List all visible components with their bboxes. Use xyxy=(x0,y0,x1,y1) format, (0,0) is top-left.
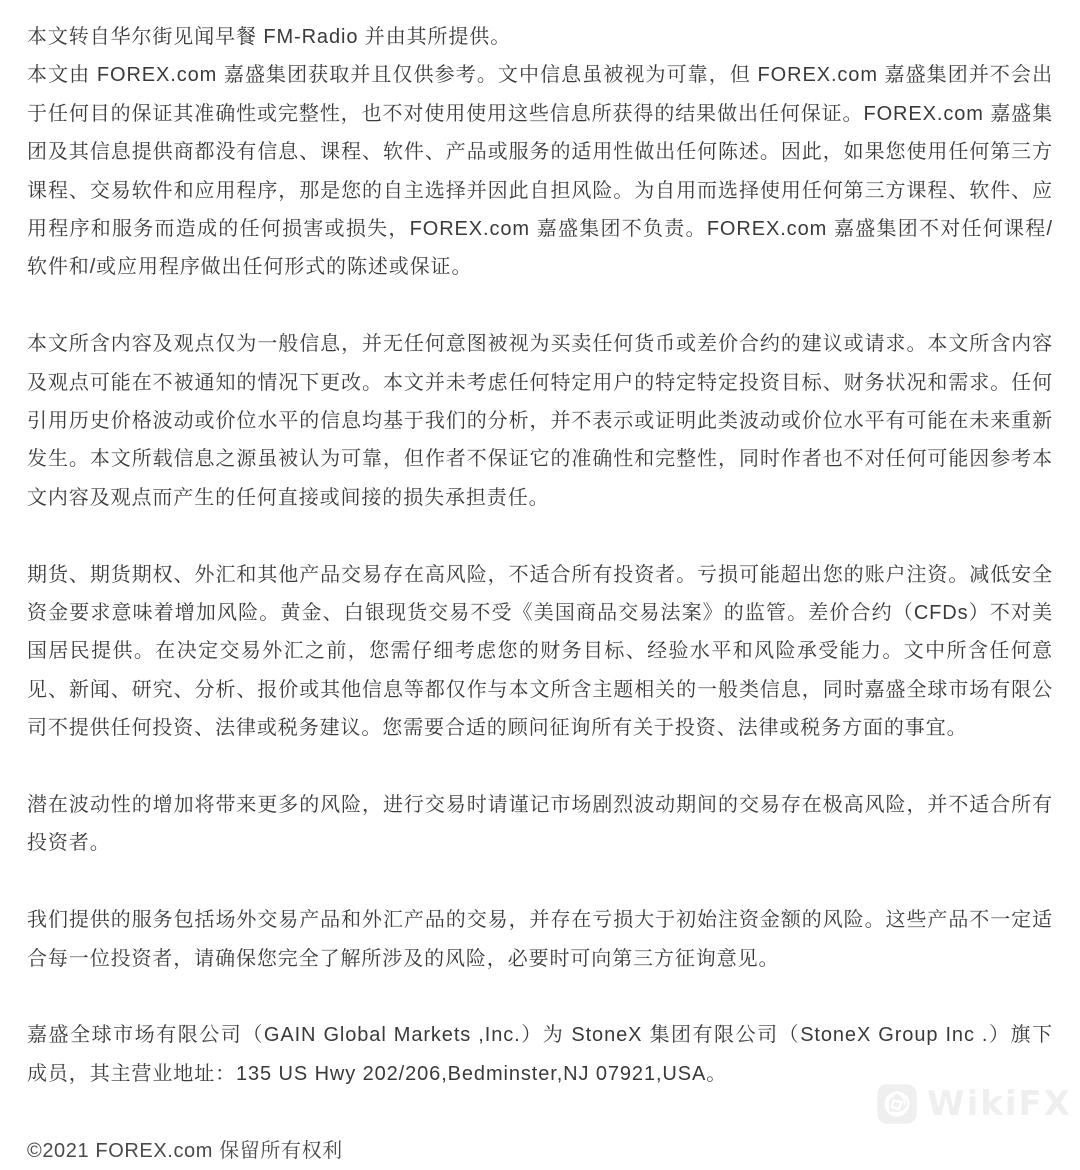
paragraph-disclaimer-volatility: 潜在波动性的增加将带来更多的风险，进行交易时请谨记市场剧烈波动期间的交易存在极高风险，并不适合所有投资者。 xyxy=(27,794,1053,855)
paragraph-disclaimer-risk: 期货、期货期权、外汇和其他产品交易存在高风险，不适合所有投资者。亏损可能超出您的账户注资。减低安全资金要求意味着增加风险。黄金、白银现货交易不受《美国商品交易法案》的监管。差价合约（CFDs）不对美国居民提供。在决定交易外汇之前，您需仔细考虑您的财务目标、经验水平和风险承受能力。文中所含任何意见、新闻、研究、分析、报价或其他信息等都仅作与本文所含主题相关的一般类信息，同时嘉盛全球市场有限公司不提供任何投资、法律或税务建议。您需要合适的顾问征询所有关于投资、法律或税务方面的事宜。 xyxy=(27,563,1053,740)
copyright-line: ©2021 FOREX.com 保留所有权利 xyxy=(27,1139,343,1162)
paragraph-disclaimer-general-info: 本文所含内容及观点仅为一般信息，并无任何意图被视为买卖任何货币或差价合约的建议或请求。本文所含内容及观点可能在不被通知的情况下更改。本文并未考虑任何特定用户的特定特定投资目标、财务状况和需求。任何引用历史价格波动或价位水平的信息均基于我们的分析，并不表示或证明此类波动或价位水平有可能在未来重新发生。本文所载信息之源虽被认为可靠，但作者不保证它的准确性和完整性，同时作者也不对任何可能因参考本文内容及观点而产生的任何直接或间接的损失承担责任。 xyxy=(27,333,1053,509)
paragraph-company-info: 嘉盛全球市场有限公司（GAIN Global Markets ,Inc.）为 StoneX 集团有限公司（StoneX Group Inc .）旗下成员，其主营业地址：135 US Hwy 202/206,Bedminster,NJ 07921,USA。 xyxy=(27,1024,1053,1085)
paragraph-disclaimer-reference: 本文由 FOREX.com 嘉盛集团获取并且仅供参考。文中信息虽被视为可靠，但 FOREX.com 嘉盛集团并不会出于任何目的保证其准确性或完整性，也不对使用使用这些信息所获得的结果做出任何保证。FOREX.com 嘉盛集团及其信息提供商都没有信息、课程、软件、产品或服务的适用性做出任何陈述。因此，如果您使用任何第三方课程、交易软件和应用程序，那是您的自主选择并因此自担风险。为自用而选择使用任何第三方课程、软件、应用程序和服务而造成的任何损害或损失，FOREX.com 嘉盛集团不负责。FOREX.com 嘉盛集团不对任何课程/软件和/或应用程序做出任何形式的陈述或保证。 xyxy=(27,64,1053,279)
wikifx-watermark xyxy=(876,1083,1072,1125)
wikifx-aperture-logo-icon xyxy=(876,1083,918,1125)
watermark-text: WikiFX xyxy=(927,1084,1072,1124)
paragraph-source-attribution: 本文转自华尔街见闻早餐 FM-Radio 并由其所提供。 xyxy=(27,26,512,48)
paragraph-disclaimer-otc-products: 我们提供的服务包括场外交易产品和外汇产品的交易，并存在亏损大于初始注资金额的风险。这些产品不一定适合每一位投资者，请确保您完全了解所涉及的风险，必要时可向第三方征询意见。 xyxy=(27,909,1053,970)
